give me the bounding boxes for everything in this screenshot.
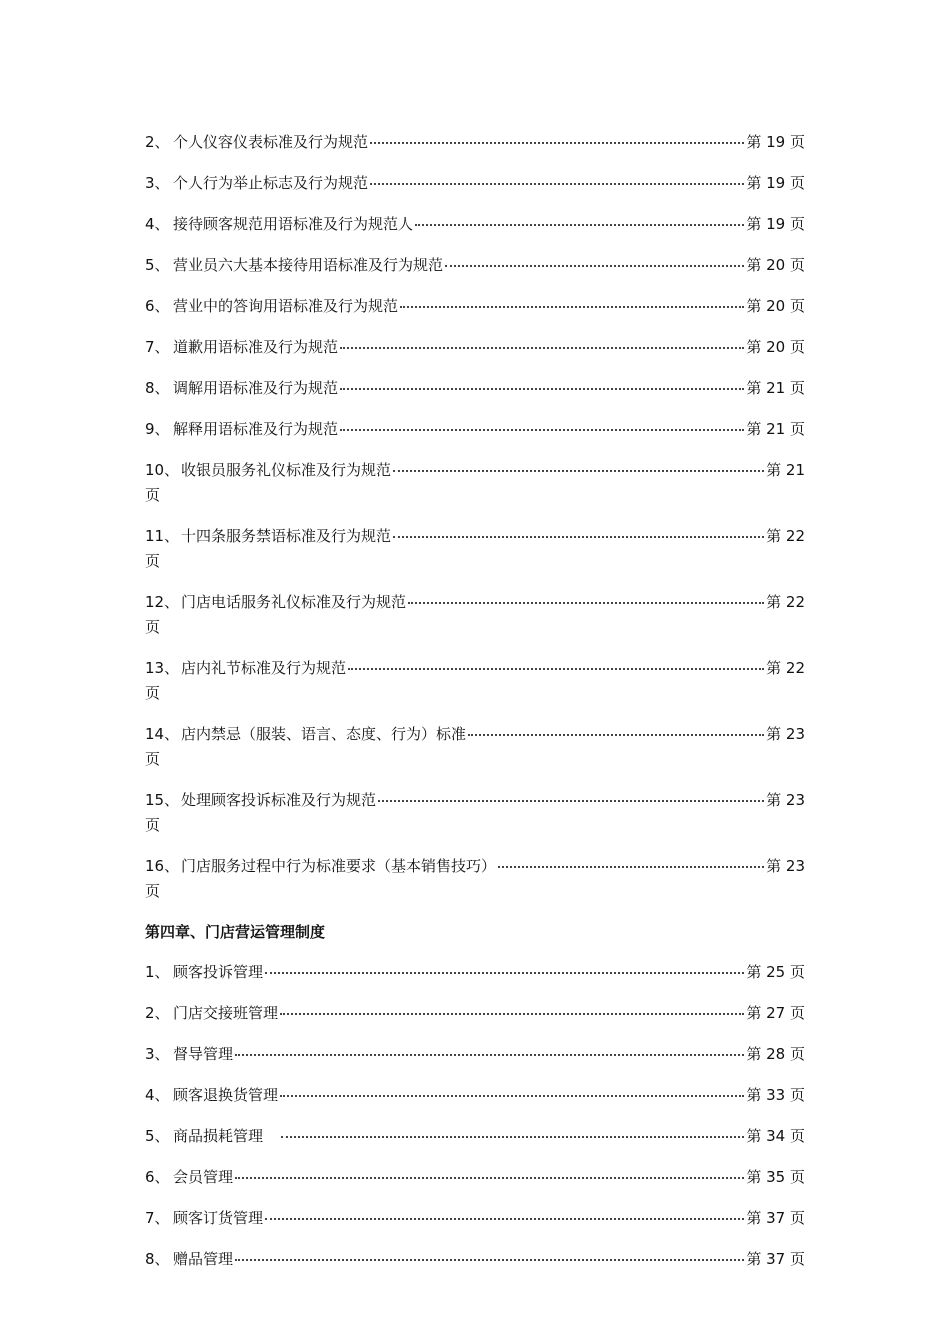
toc-entry[interactable] [145, 292, 805, 333]
entry-number: 3、 [145, 174, 170, 192]
entry-page: 第 23 [766, 791, 805, 809]
entry-page: 第 21 页 [746, 420, 805, 438]
toc-entry[interactable] [145, 958, 805, 999]
entry-title: 个人行为举止标志及行为规范 [173, 174, 369, 192]
toc-entry[interactable] [145, 522, 805, 588]
entry-title: 营业员六大基本接待用语标准及行为规范 [173, 256, 444, 274]
entry-page: 第 23 [766, 857, 805, 875]
dot-leader [280, 1081, 744, 1097]
entry-page: 第 19 页 [746, 215, 805, 233]
entry-number: 5、 [145, 1127, 170, 1145]
entry-number: 11、 [145, 527, 180, 545]
entry-page: 第 28 页 [746, 1045, 805, 1063]
dot-leader [370, 128, 744, 144]
entry-page-suffix: 页 [145, 486, 161, 504]
entry-title: 收银员服务礼仪标准及行为规范 [181, 461, 392, 479]
entry-number: 2、 [145, 1004, 170, 1022]
entry-number: 6、 [145, 1168, 170, 1186]
entry-title: 店内礼节标准及行为规范 [181, 659, 347, 677]
entry-page: 第 20 页 [746, 297, 805, 315]
toc-entry[interactable] [145, 1163, 805, 1204]
entry-number: 3、 [145, 1045, 170, 1063]
dot-leader [348, 654, 764, 670]
dot-leader [415, 210, 744, 226]
dot-leader [468, 720, 764, 736]
entry-title: 顾客退换货管理 [173, 1086, 279, 1104]
entry-page: 第 34 页 [746, 1127, 805, 1145]
entry-page-suffix: 页 [145, 684, 161, 702]
entry-number: 14、 [145, 725, 180, 743]
entry-title: 商品损耗管理 [173, 1127, 264, 1145]
entry-page-suffix: 页 [145, 552, 161, 570]
toc-entry[interactable] [145, 999, 805, 1040]
entry-page: 第 22 [766, 527, 805, 545]
entry-number: 2、 [145, 133, 170, 151]
entry-number: 7、 [145, 1209, 170, 1227]
toc-entry[interactable] [145, 210, 805, 251]
entry-page-suffix: 页 [145, 882, 161, 900]
entry-title: 调解用语标准及行为规范 [173, 379, 339, 397]
entry-page: 第 19 页 [746, 174, 805, 192]
entry-page: 第 22 [766, 659, 805, 677]
toc-entry[interactable] [145, 415, 805, 456]
entry-number: 16、 [145, 857, 180, 875]
entry-page: 第 25 页 [746, 963, 805, 981]
dot-leader [280, 999, 744, 1015]
entry-page-suffix: 页 [145, 750, 161, 768]
toc-entry[interactable] [145, 333, 805, 374]
entry-title: 道歉用语标准及行为规范 [173, 338, 339, 356]
entry-title: 个人仪容仪表标准及行为规范 [173, 133, 369, 151]
entry-title: 门店电话服务礼仪标准及行为规范 [181, 593, 407, 611]
entry-number: 8、 [145, 379, 170, 397]
entry-title: 门店交接班管理 [173, 1004, 279, 1022]
entry-number: 7、 [145, 338, 170, 356]
entry-page: 第 33 页 [746, 1086, 805, 1104]
entry-title: 营业中的答询用语标准及行为规范 [173, 297, 399, 315]
entry-number: 1、 [145, 963, 170, 981]
entry-title: 十四条服务禁语标准及行为规范 [181, 527, 392, 545]
entry-page: 第 23 [766, 725, 805, 743]
dot-leader [340, 415, 744, 431]
toc-entry[interactable] [145, 720, 805, 786]
dot-leader [235, 1040, 744, 1056]
toc-entry[interactable] [145, 374, 805, 415]
dot-leader [400, 292, 744, 308]
toc-entry[interactable] [145, 654, 805, 720]
dot-leader [265, 958, 744, 974]
entry-page: 第 21 [766, 461, 805, 479]
toc-entry[interactable] [145, 1204, 805, 1245]
toc-entry[interactable] [145, 251, 805, 292]
dot-leader [378, 786, 764, 802]
entry-number: 6、 [145, 297, 170, 315]
toc-entry[interactable] [145, 852, 805, 918]
entry-page-suffix: 页 [145, 816, 161, 834]
entry-number: 15、 [145, 791, 180, 809]
entry-number: 12、 [145, 593, 180, 611]
dot-leader [393, 456, 764, 472]
toc-entry[interactable] [145, 1081, 805, 1122]
toc-entry[interactable] [145, 588, 805, 654]
toc-entry[interactable] [145, 1122, 805, 1163]
entry-page: 第 20 页 [746, 256, 805, 274]
entry-number: 9、 [145, 420, 170, 438]
dot-leader [340, 374, 744, 390]
toc-entry[interactable] [145, 128, 805, 169]
dot-leader [340, 333, 744, 349]
entry-page: 第 22 [766, 593, 805, 611]
entry-number: 4、 [145, 1086, 170, 1104]
dot-leader [370, 169, 744, 185]
dot-leader [393, 522, 764, 538]
entry-title: 门店服务过程中行为标准要求（基本销售技巧） [181, 857, 497, 875]
entry-page: 第 37 页 [746, 1250, 805, 1268]
toc-entry[interactable] [145, 1245, 805, 1286]
dot-leader [281, 1122, 744, 1138]
entry-title: 会员管理 [173, 1168, 234, 1186]
entry-number: 10、 [145, 461, 180, 479]
entry-page: 第 19 页 [746, 133, 805, 151]
entry-number: 8、 [145, 1250, 170, 1268]
entry-page: 第 37 页 [746, 1209, 805, 1227]
entry-title: 解释用语标准及行为规范 [173, 420, 339, 438]
entry-title: 顾客投诉管理 [173, 963, 264, 981]
entry-title: 赠品管理 [173, 1250, 234, 1268]
entry-title: 店内禁忌（服装、语言、态度、行为）标准 [181, 725, 467, 743]
dot-leader [235, 1163, 744, 1179]
entry-page: 第 20 页 [746, 338, 805, 356]
dot-leader [235, 1245, 744, 1261]
entry-number: 13、 [145, 659, 180, 677]
entry-title: 督导管理 [173, 1045, 234, 1063]
entry-page: 第 27 页 [746, 1004, 805, 1022]
entry-number: 4、 [145, 215, 170, 233]
toc-entry[interactable] [145, 1040, 805, 1081]
dot-leader [445, 251, 744, 267]
toc-entry[interactable] [145, 456, 805, 522]
dot-leader [265, 1204, 744, 1220]
entry-title: 顾客订货管理 [173, 1209, 264, 1227]
entry-page-suffix: 页 [145, 618, 161, 636]
entry-page: 第 21 页 [746, 379, 805, 397]
entry-title: 接待顾客规范用语标准及行为规范人 [173, 215, 414, 233]
dot-leader [498, 852, 764, 868]
toc-entry[interactable] [145, 786, 805, 852]
chapter-heading[interactable]: 第四章、门店营运管理制度 [145, 923, 326, 941]
table-of-contents [145, 128, 805, 1286]
dot-leader [408, 588, 764, 604]
entry-number: 5、 [145, 256, 170, 274]
entry-title: 处理顾客投诉标准及行为规范 [181, 791, 377, 809]
entry-page: 第 35 页 [746, 1168, 805, 1186]
toc-entry[interactable] [145, 169, 805, 210]
